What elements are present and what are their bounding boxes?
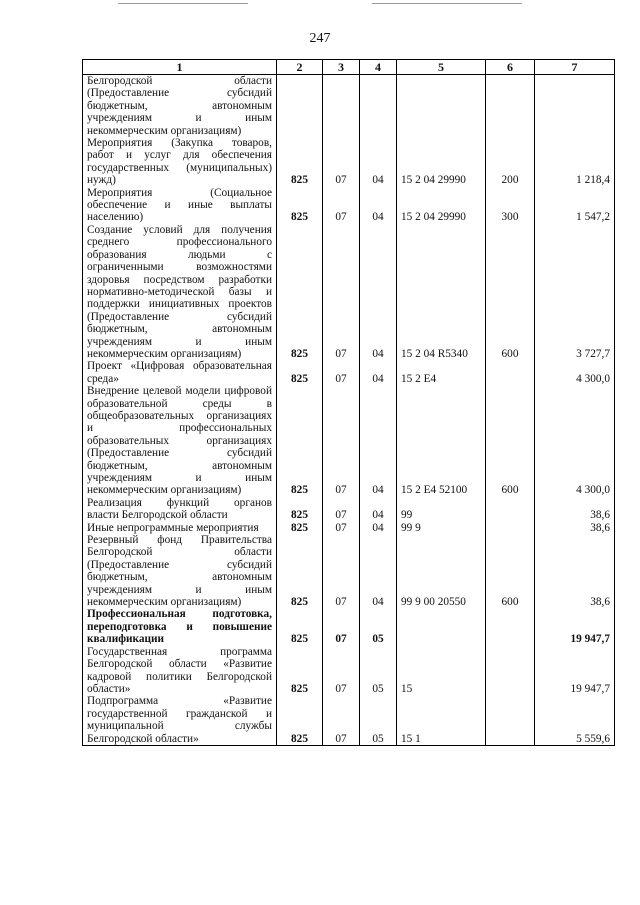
amount: 1 547,2 xyxy=(535,187,615,224)
description-line: некоммерческим организациям) xyxy=(87,124,242,137)
description-line: нужд) xyxy=(87,174,116,187)
table-row xyxy=(83,75,615,138)
row-description xyxy=(83,497,277,522)
row-description xyxy=(83,608,277,645)
header-row xyxy=(83,60,615,75)
description-line: (Предоставление субсидий xyxy=(87,310,272,323)
column-header-1: 1 xyxy=(83,60,277,75)
table-row xyxy=(83,608,615,645)
description-line: учреждениям и иным xyxy=(87,472,272,484)
description-line: здоровья посредством разработки xyxy=(87,273,272,286)
expense-type-code xyxy=(486,522,535,534)
expense-type-code xyxy=(486,75,535,138)
section-code: 07 xyxy=(323,646,360,696)
expense-type-code xyxy=(486,360,535,385)
description-line: Подпрограмма «Развитие xyxy=(87,695,272,708)
amount: 5 559,6 xyxy=(535,695,615,745)
ministry-code: 825 xyxy=(277,137,323,187)
description-line: бюджетным, автономным xyxy=(87,571,272,584)
description-line: (Предоставление субсидий xyxy=(87,447,272,460)
budget-table xyxy=(82,59,615,746)
section-code: 07 xyxy=(323,695,360,745)
description-line: учреждениям и иным xyxy=(87,583,272,596)
table-row xyxy=(83,385,615,497)
row-description xyxy=(83,522,277,534)
description-line: Белгородской области «Развитие xyxy=(87,658,272,671)
ministry-code xyxy=(277,75,323,138)
section-code: 07 xyxy=(323,522,360,534)
row-description xyxy=(83,695,277,745)
table-row xyxy=(83,137,615,187)
ministry-code: 825 xyxy=(277,187,323,224)
column-header-5: 5 xyxy=(397,60,486,75)
subsection-code: 04 xyxy=(360,224,397,360)
subsection-code: 05 xyxy=(360,608,397,645)
expense-type-code xyxy=(486,646,535,696)
table-row xyxy=(83,534,615,608)
description-line: учреждениям и иным xyxy=(87,335,272,348)
column-header-7: 7 xyxy=(535,60,615,75)
table-row xyxy=(83,224,615,360)
expense-type-code: 600 xyxy=(486,385,535,497)
top-edge-line xyxy=(118,3,248,4)
amount: 4 300,0 xyxy=(535,385,615,497)
amount: 38,6 xyxy=(535,522,615,534)
description-line: государственной гражданской и xyxy=(87,707,272,720)
page-number: 247 xyxy=(309,31,331,46)
target-article-code: 15 2 04 29990 xyxy=(397,187,486,224)
target-article-code: 15 2 E4 52100 xyxy=(397,385,486,497)
expense-type-code xyxy=(486,497,535,522)
description-line: работ и услуг для обеспечения xyxy=(87,149,272,162)
description-line: Иные непрограммные мероприятия xyxy=(87,521,259,534)
subsection-code xyxy=(360,75,397,138)
description-line: ограниченными возможностями xyxy=(87,261,272,274)
ministry-code: 825 xyxy=(277,224,323,360)
row-description xyxy=(83,224,277,360)
target-article-code: 15 2 E4 xyxy=(397,360,486,385)
description-line: Создание условий для получения xyxy=(87,223,272,236)
row-description xyxy=(83,137,277,187)
row-description xyxy=(83,75,277,138)
amount: 3 727,7 xyxy=(535,224,615,360)
section-code: 07 xyxy=(323,497,360,522)
ministry-code: 825 xyxy=(277,695,323,745)
ministry-code: 825 xyxy=(277,534,323,608)
description-line: образовательных организациях xyxy=(87,434,272,447)
description-line: квалификации xyxy=(87,633,165,646)
amount xyxy=(535,75,615,138)
row-description xyxy=(83,187,277,224)
ministry-code: 825 xyxy=(277,608,323,645)
description-line: (Предоставление субсидий xyxy=(87,558,272,571)
description-line: Государственная программа xyxy=(87,645,272,658)
section-code: 07 xyxy=(323,385,360,497)
description-line: Реализация функций органов xyxy=(87,496,272,509)
target-article-code: 15 2 04 R5340 xyxy=(397,224,486,360)
section-code: 07 xyxy=(323,137,360,187)
section-code: 07 xyxy=(323,534,360,608)
expense-type-code xyxy=(486,695,535,745)
description-line: населению) xyxy=(87,211,144,224)
table-row xyxy=(83,187,615,224)
table-row xyxy=(83,497,615,522)
description-line: государственных (муниципальных) xyxy=(87,161,272,174)
description-line: поддержки инициативных проектов xyxy=(87,298,272,311)
amount: 19 947,7 xyxy=(535,646,615,696)
description-line: Мероприятия (Социальное xyxy=(87,186,272,199)
subsection-code: 05 xyxy=(360,695,397,745)
target-article-code xyxy=(397,608,486,645)
expense-type-code: 600 xyxy=(486,224,535,360)
table-row xyxy=(83,646,615,696)
subsection-code: 04 xyxy=(360,385,397,497)
table-body xyxy=(83,75,615,746)
column-header-4: 4 xyxy=(360,60,397,75)
ministry-code: 825 xyxy=(277,497,323,522)
row-description xyxy=(83,385,277,497)
description-line: некоммерческим организациям) xyxy=(87,484,242,497)
section-code: 07 xyxy=(323,224,360,360)
column-header-3: 3 xyxy=(323,60,360,75)
description-line: учреждениям и иным xyxy=(87,112,272,125)
amount: 4 300,0 xyxy=(535,360,615,385)
table-row xyxy=(83,522,615,534)
description-line: и профессиональных xyxy=(87,422,272,435)
subsection-code: 04 xyxy=(360,534,397,608)
subsection-code: 04 xyxy=(360,360,397,385)
description-line: Профессиональная подготовка, xyxy=(87,608,272,621)
description-line: нормативно-методической базы и xyxy=(87,285,272,298)
row-description xyxy=(83,646,277,696)
description-line: общеобразовательных организациях xyxy=(87,409,272,422)
description-line: Внедрение целевой модели цифровой xyxy=(87,385,272,398)
expense-type-code: 300 xyxy=(486,187,535,224)
target-article-code: 15 1 xyxy=(397,695,486,745)
description-line: Мероприятия (Закупка товаров, xyxy=(87,137,272,150)
row-description xyxy=(83,534,277,608)
section-code xyxy=(323,75,360,138)
subsection-code: 04 xyxy=(360,522,397,534)
description-line: некоммерческим организациям) xyxy=(87,347,242,360)
target-article-code: 99 9 xyxy=(397,522,486,534)
target-article-code: 99 xyxy=(397,497,486,522)
description-line: образовательной среды в xyxy=(87,397,272,410)
subsection-code: 05 xyxy=(360,646,397,696)
description-line: кадровой политики Белгородской xyxy=(87,670,272,683)
column-header-2: 2 xyxy=(277,60,323,75)
row-description xyxy=(83,360,277,385)
description-line: бюджетным, автономным xyxy=(87,459,272,472)
ministry-code: 825 xyxy=(277,522,323,534)
subsection-code: 04 xyxy=(360,137,397,187)
subsection-code: 04 xyxy=(360,187,397,224)
description-line: власти Белгородской области xyxy=(87,509,228,522)
amount: 1 218,4 xyxy=(535,137,615,187)
description-line: обеспечение и иные выплаты xyxy=(87,199,272,212)
target-article-code: 99 9 00 20550 xyxy=(397,534,486,608)
description-line: Белгородской области xyxy=(87,546,272,559)
section-code: 07 xyxy=(323,608,360,645)
description-line: образования людьми с xyxy=(87,248,272,261)
description-line: некоммерческим организациям) xyxy=(87,596,242,609)
description-line: Белгородской области xyxy=(87,75,272,87)
subsection-code: 04 xyxy=(360,497,397,522)
section-code: 07 xyxy=(323,187,360,224)
amount: 38,6 xyxy=(535,497,615,522)
column-header-6: 6 xyxy=(486,60,535,75)
description-line: Резервный фонд Правительства xyxy=(87,534,272,547)
ministry-code: 825 xyxy=(277,385,323,497)
description-line: среда» xyxy=(87,372,119,385)
target-article-code xyxy=(397,75,486,138)
expense-type-code xyxy=(486,608,535,645)
target-article-code: 15 2 04 29990 xyxy=(397,137,486,187)
ministry-code: 825 xyxy=(277,646,323,696)
expense-type-code: 200 xyxy=(486,137,535,187)
table-row xyxy=(83,360,615,385)
amount: 38,6 xyxy=(535,534,615,608)
top-edge-line xyxy=(372,3,522,4)
section-code: 07 xyxy=(323,360,360,385)
description-line: переподготовка и повышение xyxy=(87,620,272,633)
description-line: области» xyxy=(87,682,131,695)
description-line: Проект «Цифровая образовательная xyxy=(87,360,272,373)
description-line: бюджетным, автономным xyxy=(87,323,272,336)
expense-type-code: 600 xyxy=(486,534,535,608)
description-line: (Предоставление субсидий xyxy=(87,87,272,100)
table-row xyxy=(83,695,615,745)
amount: 19 947,7 xyxy=(535,608,615,645)
description-line: Белгородской области» xyxy=(87,732,199,745)
ministry-code: 825 xyxy=(277,360,323,385)
description-line: бюджетным, автономным xyxy=(87,99,272,112)
description-line: муниципальной службы xyxy=(87,720,272,733)
description-line: среднего профессионального xyxy=(87,236,272,249)
target-article-code: 15 xyxy=(397,646,486,696)
